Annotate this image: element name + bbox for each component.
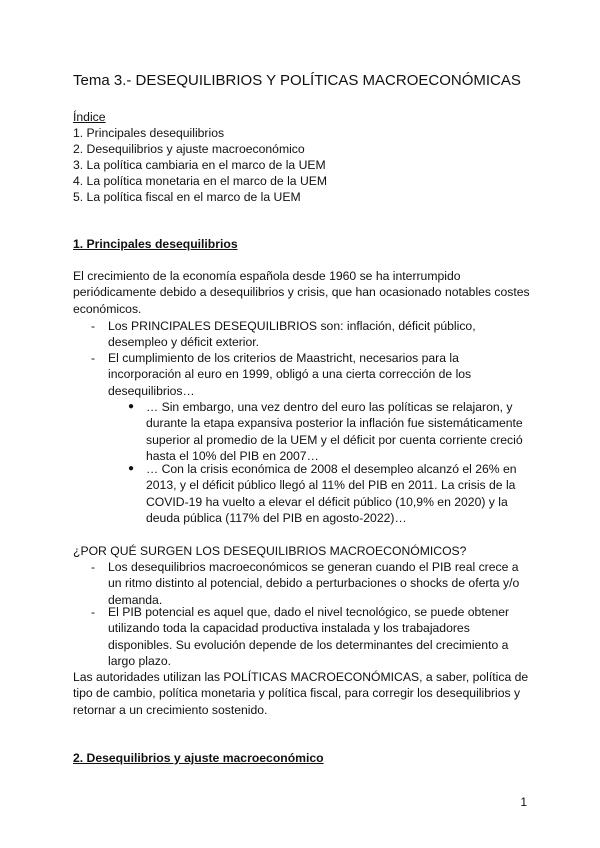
- index-item-3: 3. La política cambiaria en el marco de la UEM: [73, 158, 326, 172]
- dash-item-text: El cumplimiento de los criterios de Maastricht, necesarios para la incorporación al euro en 1999, obligó a una cierta corrección de los desequilibrios…: [108, 351, 472, 398]
- dash-item-text: El PIB potencial es aquel que, dado el nivel tecnológico, se puede obtener utilizando toda la capacidad productiva instalada y los trabajadores disponibles. Su evolución depende de los determinantes del crecimiento a largo plazo.: [108, 605, 510, 668]
- index-item-4: 4. La política monetaria en el marco de la UEM: [73, 174, 328, 188]
- question-heading: ¿POR QUÉ SURGEN LOS DESEQUILIBRIOS MACROECONÓMICOS?: [73, 544, 467, 558]
- dash-marker: -: [91, 605, 96, 619]
- section-1-heading: 1. Principales desequilibrios: [73, 237, 238, 251]
- index-item-1: 1. Principales desequilibrios: [73, 126, 225, 140]
- document-title: Tema 3.- DESEQUILIBRIOS Y POLÍTICAS MACROECONÓMICAS: [73, 72, 521, 89]
- dash-item-text: Los desequilibrios macroeconómicos se generan cuando el PIB real crece a un ritmo distinto al potencial, debido a perturbaciones o shocks de oferta y/o demanda.: [108, 560, 520, 607]
- dash-marker: -: [91, 351, 96, 365]
- index-heading: Índice: [73, 110, 106, 124]
- dash-marker: -: [91, 319, 96, 333]
- dash-marker: -: [91, 560, 96, 574]
- index-item-5: 5. La política fiscal en el marco de la UEM: [73, 190, 301, 204]
- section-2-heading: 2. Desequilibrios y ajuste macroeconómico: [73, 751, 324, 765]
- section-1-closing: Las autoridades utilizan las POLÍTICAS MACROECONÓMICAS, a saber, política de tipo de cambio, política monetaria y política fiscal, para corregir los desequilibrios y retornar a un crecimiento sostenido.: [73, 670, 529, 717]
- bullet-item-text: … Sin embargo, una vez dentro del euro las políticas se relajaron, y durante la etapa expansiva posterior la inflación fue sistemáticamente superior al promedio de la UEM y el déficit por cuenta corriente creció hasta el 10% del PIB en 2007…: [146, 400, 523, 463]
- section-1-intro: El crecimiento de la economía española desde 1960 se ha interrumpido periódicamente debido a desequilibrios y crisis, que han ocasionado notables costes económicos.: [73, 269, 530, 316]
- bullet-marker: ●: [128, 401, 135, 412]
- index-item-2: 2. Desequilibrios y ajuste macroeconómico: [73, 142, 305, 156]
- bullet-marker: ●: [128, 463, 135, 474]
- dash-item-text: Los PRINCIPALES DESEQUILIBRIOS son: inflación, déficit público, desempleo y déficit exterior.: [108, 319, 476, 350]
- bullet-item-text: … Con la crisis económica de 2008 el desempleo alcanzó el 26% en 2013, y el déficit público llegó al 11% del PIB en 2011. La crisis de la COVID-19 ha vuelto a elevar el déficit público (10,9% en 2020) y la deuda pública (117% del PIB en agosto-2022)…: [146, 462, 517, 525]
- page-number: 1: [520, 795, 527, 809]
